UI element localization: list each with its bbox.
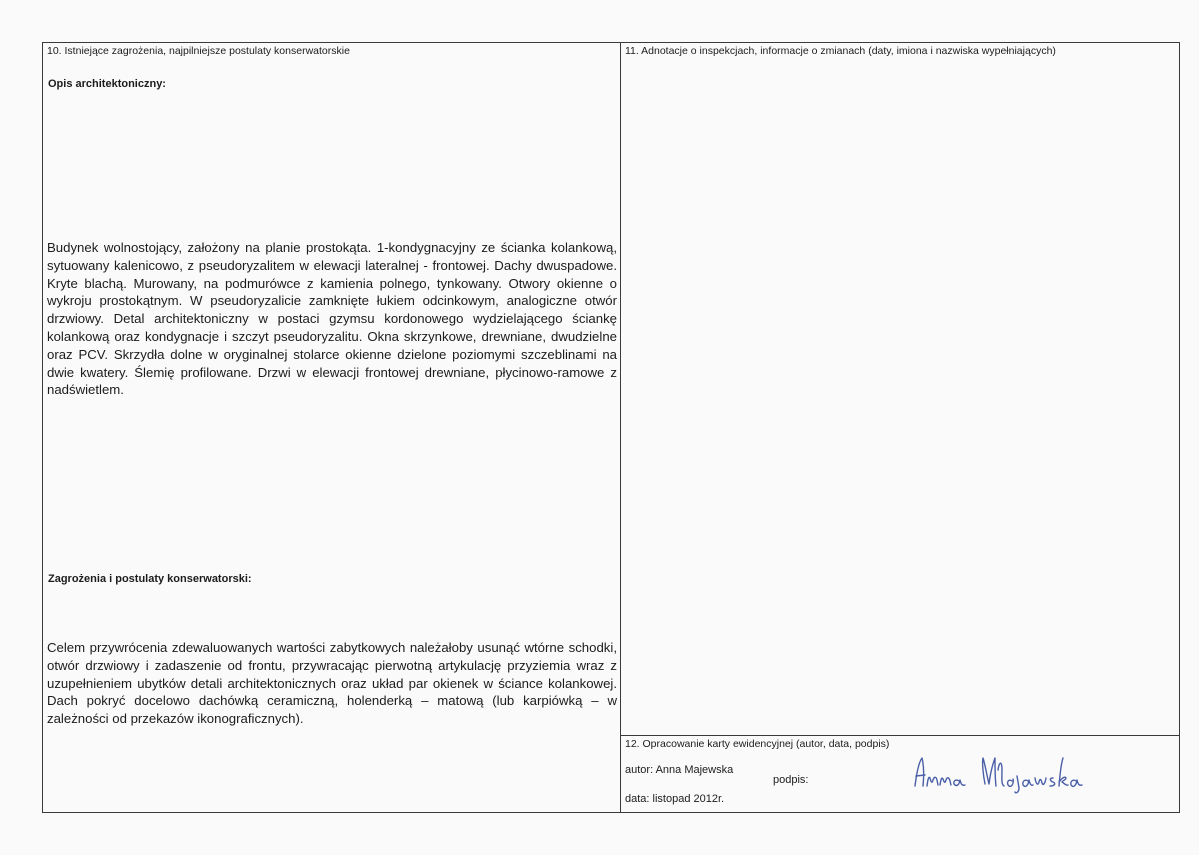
section-11 [621, 43, 1179, 812]
date-field: data: listopad 2012r. [625, 793, 725, 805]
handwritten-signature [909, 748, 1089, 798]
section-12 [621, 735, 1179, 812]
record-card-frame [42, 42, 1180, 813]
signature-label: podpis: [773, 774, 809, 786]
section-12-title: 12. Opracowanie karty ewidencyjnej (autor, data, podpis) [625, 738, 890, 750]
section-10 [43, 43, 621, 812]
section-10-title: 10. Istniejące zagrożenia, najpilniejsze postulaty konserwatorskie [47, 45, 350, 57]
architectural-description-text: Budynek wolnostojący, założony na planie prostokąta. 1-kondygnacyjny ze ścianka kolankową, sytuowany kalenicowo, z pseudoryzalitem w elewacji lateralnej - frontowej. Dachy dwuspadowe. Kryte blachą. Murowany, na podmurówce z kamienia polnego, tynkowany. Otwory okienne o wykroju prostokątnym. W pseudoryzalicie zamknięte łukiem odcinkowym, analogiczne otwór drzwiowy. Detal architektoniczny w postaci gzymsu kordonowego wydzielającego ściankę kolankową oraz kondygnacje i szczyt pseudoryzalitu. Okna skrzynkowe, drewniane, dwudzielne oraz PCV. Skrzydła dolne w oryginalnej stolarce okienne dzielone poziomymi szczeblinami na dwie kwatery. Ślemię profilowane. Drzwi w elewacji frontowej drewniane, płycinowo-ramowe z nadświetlem. [47, 240, 617, 398]
architectural-description-heading: Opis architektoniczny: [48, 78, 166, 90]
threats-text: Celem przywrócenia zdewaluowanych wartości zabytkowych należałoby usunąć wtórne schodki, otwór drzwiowy i zadaszenie od frontu, przywracając pierwotną artykulację przyziemia wraz z uzupełnieniem ubytków detali architektonicznych oraz układ par okienek w ściance kolankowej. Dach pokryć docelowo dachówką ceramiczną, holenderką – matową (lub karpiówką – w zależności od przekazów ikonograficznych). [47, 640, 617, 727]
section-11-title: 11. Adnotacje o inspekcjach, informacje o zmianach (daty, imiona i nazwiska wypełniających) [625, 45, 1056, 57]
threats-heading: Zagrożenia i postulaty konserwatorski: [48, 573, 252, 585]
author-field: autor: Anna Majewska [625, 764, 734, 776]
